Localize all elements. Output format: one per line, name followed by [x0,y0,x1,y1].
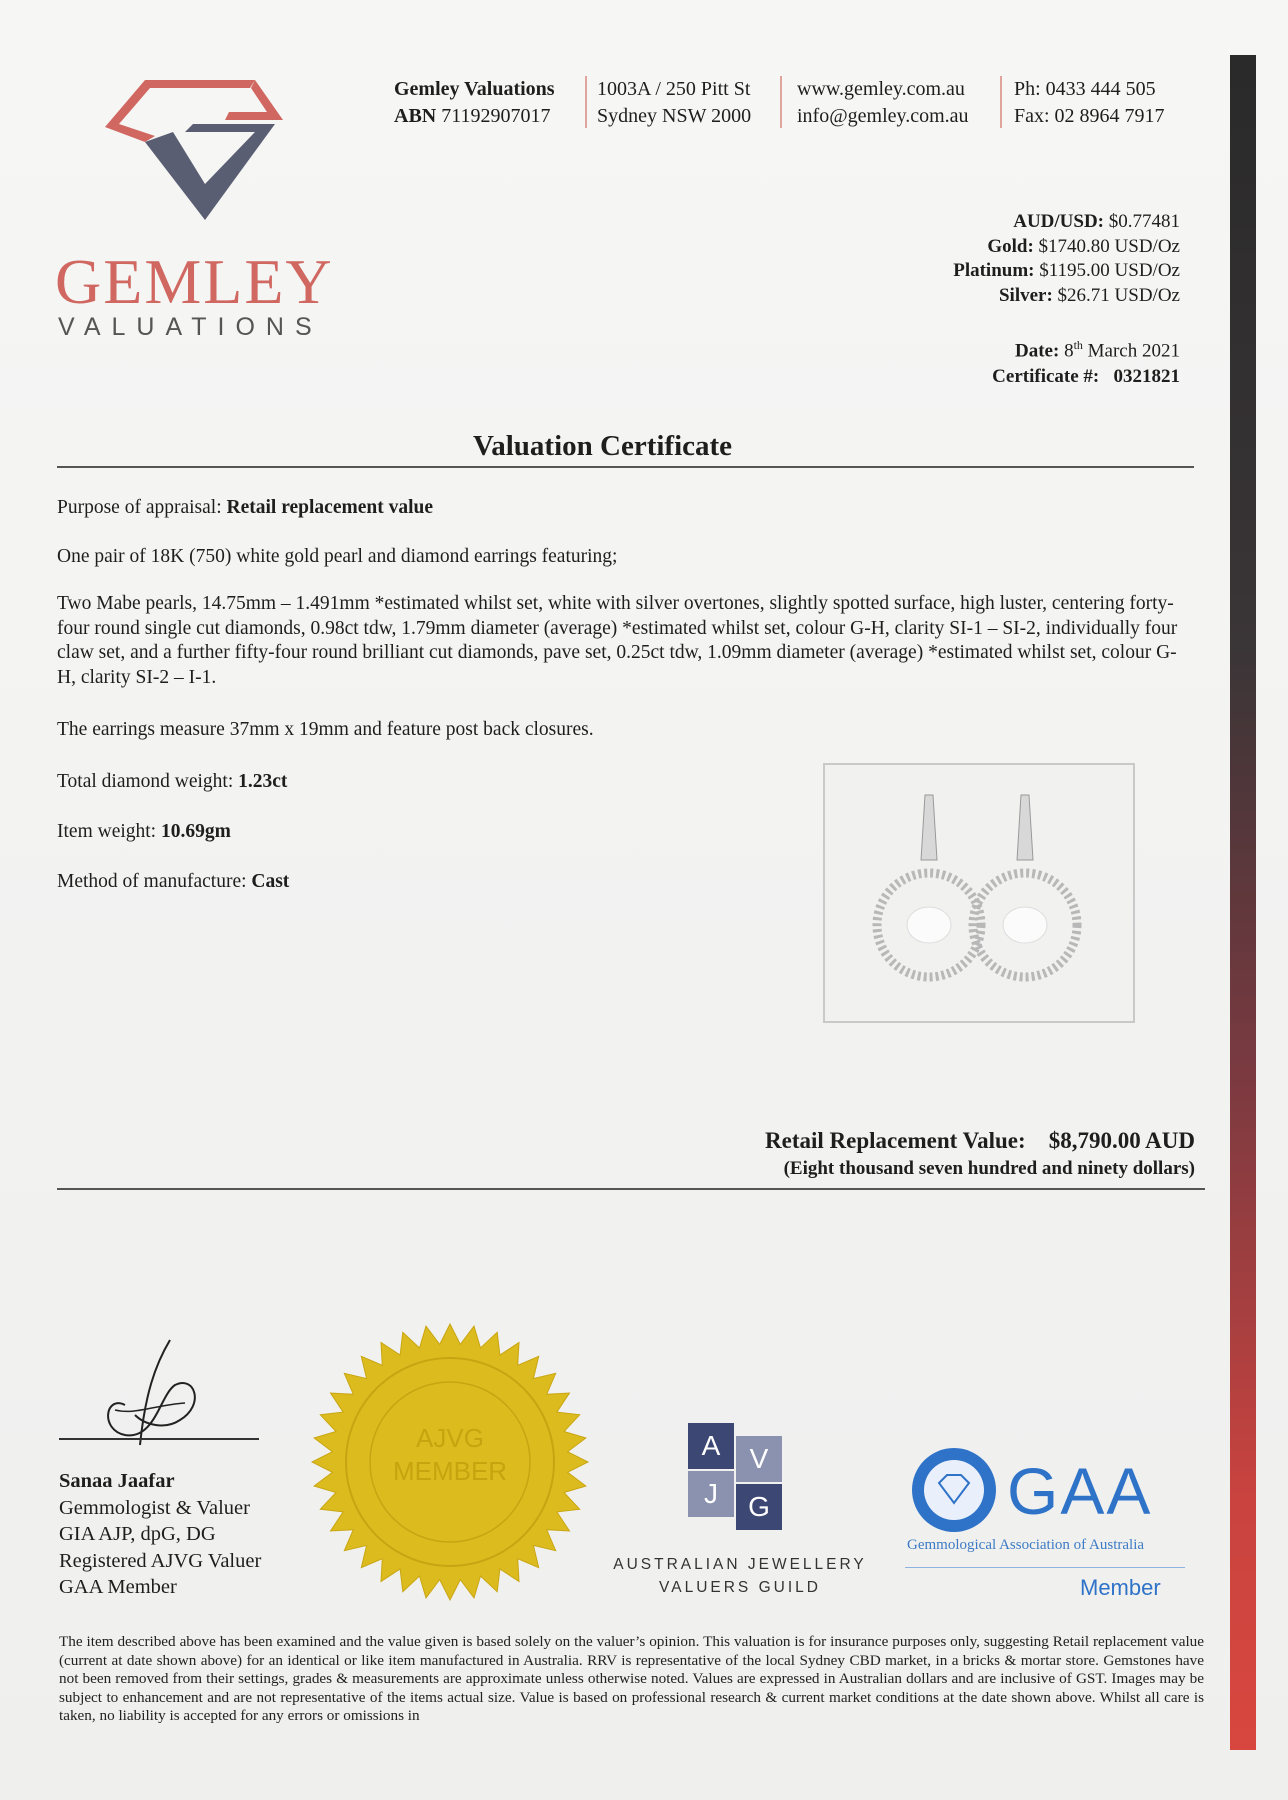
signature-icon [85,1335,225,1455]
rate-row: Gold: $1740.80 USD/Oz [987,235,1180,257]
rate-row: Silver: $26.71 USD/Oz [998,284,1180,306]
ajvg-seal [310,1322,590,1602]
certificate-number: 0321821 [1113,366,1180,388]
earrings-photo [823,763,1135,1023]
side-gradient-bar [1230,55,1256,1750]
rate-row: Platinum: $1195.00 USD/Oz [953,260,1180,281]
item-description: Two Mabe pearls, 14.75mm – 1.491mm *estimated whilst set, white with silver overtones, slightly spotted surface, high luster, centering forty-four round single cut diamonds, 0.98ct tdw, 1.79mm diameter (average) *estimated whilst set, colour G-H, clarity SI-1 – SI-2, individually four claw set, and a further fifty-four round brilliant cut diamonds, pave set, 0.25ct tdw, 1.09mm diameter (average) *estimated whilst set, colour G-H, clarity SI-2 – I-1. [57,593,1178,688]
abn-line: ABN 71192907017 [394,105,551,127]
company-name: Gemley Valuations [394,78,555,100]
gaa-divider [905,1567,1185,1568]
signer-block [59,1468,261,1601]
website-link[interactable]: www.gemley.com.au [797,78,965,100]
header-divider [585,76,587,128]
fax-number: Fax: 02 8964 7917 [1014,105,1165,127]
web-block [797,76,969,130]
company-block [394,76,555,130]
signer-name: Sanaa Jaafar [59,1470,175,1492]
ajvg-letter: G [736,1484,782,1530]
valuation-divider [57,1188,1205,1190]
page-title: Valuation Certificate [472,430,733,462]
certificate-meta [992,332,1180,390]
rate-row: AUD/USD: $0.77481 [1013,211,1180,232]
abn-number: 71192907017 [441,105,551,127]
item-intro: One pair of 18K (750) white gold pearl and diamond earrings featuring; [57,546,618,567]
certificate-number-line: Certificate #: 0321821 [992,366,1180,388]
ajvg-text: AUSTRALIAN JEWELLERY VALUERS GUILD [613,1556,867,1596]
signer-role: Gemmologist & Valuer [59,1496,250,1519]
item-weight-line: Item weight: 10.69gm [57,821,231,842]
title-divider [57,466,1194,468]
valuation-amount: $8,790.00 AUD [1048,1128,1195,1153]
signer-registration: Registered AJVG Valuer [59,1549,262,1572]
signer-qualifications: GIA AJP, dpG, DG [59,1523,216,1545]
earring-right-icon [973,795,1077,977]
gaa-member-label: Member [1080,1575,1161,1600]
address-block [597,76,751,130]
purpose-line: Purpose of appraisal: Retail replacement value [57,497,434,518]
ajvg-letter: A [688,1423,734,1469]
manufacture-line: Method of manufacture: Cast [57,871,290,892]
header-divider [1000,76,1002,128]
seal-line2: MEMBER [392,1456,508,1486]
date-line: Date: 8th March 2021 [1015,338,1180,362]
logo-subtitle: VALUATIONS [58,313,323,341]
seal-line1: AJVG [416,1423,484,1453]
earring-left-icon [877,795,981,977]
phone-block [1014,76,1165,130]
gemley-logo [55,80,355,350]
address-line2: Sydney NSW 2000 [597,105,752,127]
header-divider [780,76,782,128]
metal-rates [953,210,1180,308]
gaa-full-name: Gemmological Association of Australia [907,1537,1145,1553]
measurements-line: The earrings measure 37mm x 19mm and feature post back closures. [57,719,594,740]
signer-membership: GAA Member [59,1576,177,1598]
gem-icon [105,80,305,220]
diamond-weight-line: Total diamond weight: 1.23ct [57,771,288,792]
gaa-acronym: GAA [1007,1454,1153,1528]
gaa-emblem-icon [909,1445,999,1535]
disclaimer-text: The item described above has been examined and the value given is based solely on the valuer’s opinion. This valuation is for insurance purposes only, suggesting Retail replacement value (current at date shown above) for an identical or like item manufactured in Australia. RRV is representative of the local Sydney CBD market, in a bricks & mortar store. Gemstones have not been removed from their settings, grades & measurements are approximate unless otherwise noted. Values are expressed in Australian dollars and are inclusive of GST. Images may be subject to enhancement and are not representative of the items actual size. Value is based on professional research & current market conditions at the date shown above. Whilst all care is taken, no liability is accepted for any errors or omissions in [59,1633,1204,1724]
ajvg-letter: J [688,1471,734,1517]
phone-number: Ph: 0433 444 505 [1014,78,1156,100]
logo-wordmark: GEMLEY [55,246,334,317]
email-link[interactable]: info@gemley.com.au [797,105,969,127]
address-line1: 1003A / 250 Pitt St [597,78,751,100]
signature-line [59,1438,259,1440]
ajvg-letter: V [736,1436,782,1482]
valuation-line: Retail Replacement Value: $8,790.00 AUD [765,1128,1195,1153]
valuation-words: (Eight thousand seven hundred and ninety dollars) [783,1158,1195,1179]
purpose-value: Retail replacement value [226,497,434,518]
